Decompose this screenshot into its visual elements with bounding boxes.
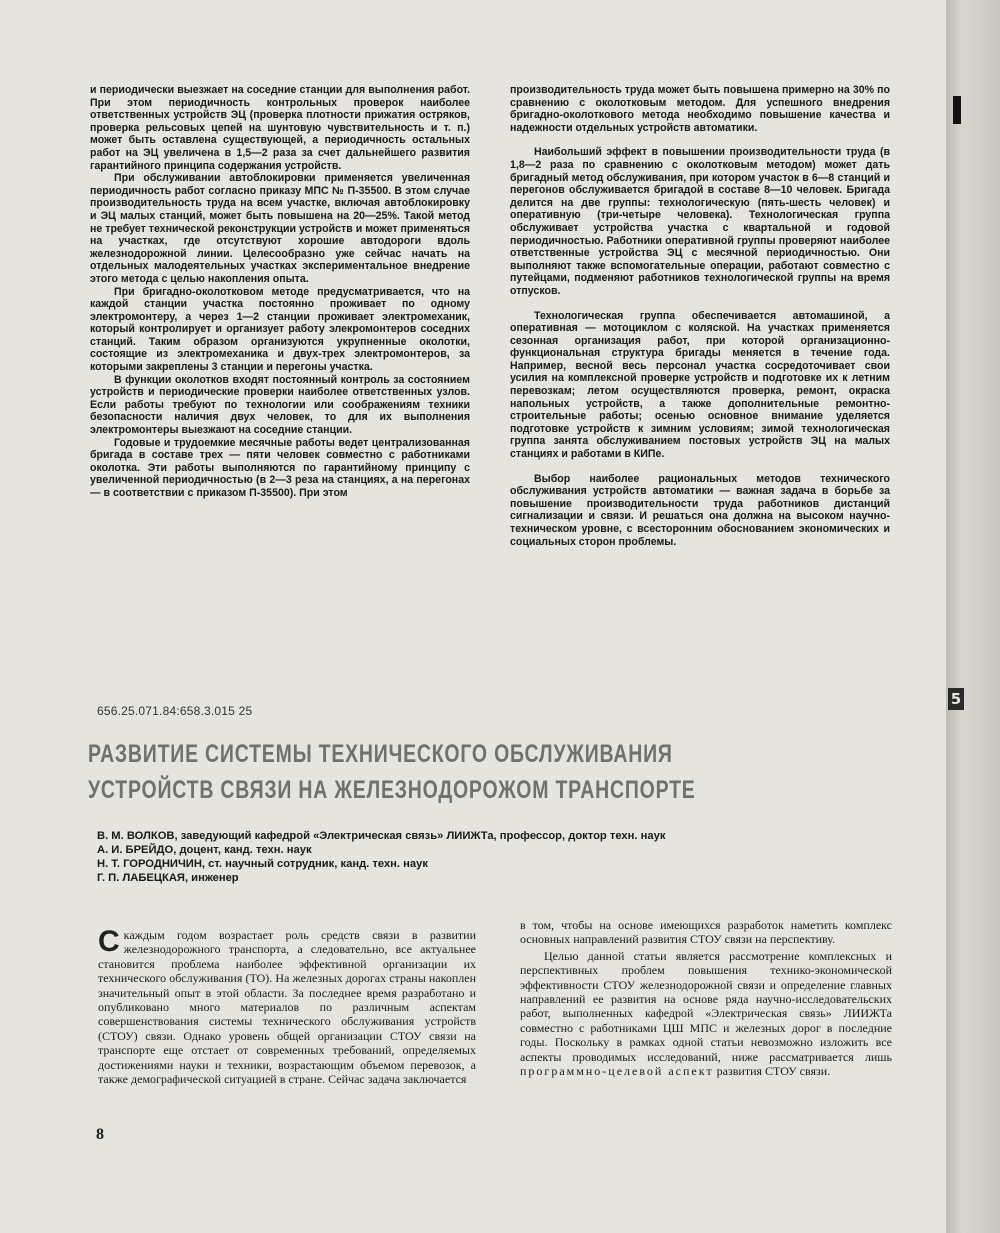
udc-code: 656.25.071.84:658.3.015 25	[97, 704, 253, 718]
section-tab: 5	[948, 688, 964, 710]
paragraph: При бригадно-околотковом методе предусматривается, что на каждой станции участка постоянно проживает по одному электромонтеру, а через 1—2 станции проживает электромеханик, который контролирует и организует работу элекромонтеров соседних станций. Таким образом организуются укрупненные околотки, состоящие из электромеханика и двух-трех электромонтеров, за которыми закреплены 3 станции и перегоны участка.	[90, 285, 470, 374]
emphasized-text: программно-целевой аспект	[520, 1064, 714, 1079]
paragraph: в том, чтобы на основе имеющихся разработок наметить комплекс основных направлений развития СТОУ связи на перспективу.	[520, 918, 892, 947]
article-body-left-column	[98, 925, 476, 1087]
paragraph: производительность труда может быть повышена примерно на 30% по сравнению с околотковым методом. Для успешного внедрения бригадно-околоткового метода необходимо повышение качества и надежности отдельных устройств автоматики.	[510, 84, 890, 134]
paragraph: каждым годом возрастает роль средств связи в развитии железнодорожного транспорта, а следовательно, все актуальнее становится проблема наиболее эффективной организации их технического обслуживания (ТО). На железных дорогах страны накоплен значительный опыт в этой области. За последнее время разработано и опубликовано много материалов по различным аспектам совершенствования системы технического обслуживания устройств (СТОУ) связи. Однако уровень общей организации СТОУ связи на транспорте еще отстает от современных требований, определяемых достижениями науки и техники, возрастающим объемом перевозок, а также демографической ситуацией в стране. Сейчас задача заключается	[98, 928, 476, 1087]
paragraph: При обслуживании автоблокировки применяется увеличенная периодичность работ согласно приказу МПС № П-35500. В этом случае производительность труда на всем участке, включая автоблокировку и ЭЦ малых станций, может быть повышена на 20—25%. Такой метод не требует технической реконструкции устройств и может применяться на участках, где отсутствуют хорошие автодороги вдоль железнодорожной линии. Целесообразно уже сейчас начать на отдельных малодеятельных участках экспериментальное внедрение этого метода с целью накопления опыта.	[90, 172, 470, 285]
drop-cap: С	[98, 925, 120, 958]
paragraph: В функции околотков входят постоянный контроль за состоянием устройств и периодические проверки наиболее ответственных узлов. Если работы требуют по технологии или соображениям техники безопасности наличия двух человек, то для их выполнения электромонтеры выезжают на соседние станции.	[90, 373, 470, 437]
paragraph-text: развития СТОУ связи.	[716, 1064, 831, 1079]
article-title	[88, 736, 696, 808]
paragraph-text: Целью данной статьи является рассмотрение комплексных и перспективных проблем повышения технико-экономической эффективности СТОУ железнодорожной связи и определение главных направлений ее развития на основе ряда научно-исследовательских работ, выполненных кафедрой «Электрическая связь» ЛИИЖТа совместно с работниками ЦШ МПС и железных дорог в последние годы. Поскольку в рамках одной статьи невозможно изложить все аспекты проводимых исследований, ниже рассматривается лишь	[520, 948, 892, 1064]
continued-text-right-column	[510, 84, 890, 548]
author-list	[97, 829, 857, 885]
paragraph: Наибольший эффект в повышении производительности труда (в 1,8—2 раза по сравнению с околотковым методом) может дать бригадный метод обслуживания, при котором участок в 6—8 станций и перегонов обслуживается бригадой в составе 8—10 человек. Бригада делится на две группы: технологическую (пять-шесть человек) и оперативную (три-четыре человека). Технологическая группа обслуживает устройства участка с квартальной и годовой периодичностью. Работники оперативной группы проверяют наиболее ответственные устройства ЭЦ с месячной периодичностью. Они выполняют также вспомогательные операции, работают совместно с путейцами, подменяют работников технологической группы на время отпусков.	[510, 146, 890, 297]
author: А. И. БРЕЙДО, доцент, канд. техн. наук	[97, 844, 312, 856]
title-line: УСТРОЙСТВ СВЯЗИ НА ЖЕЛЕЗНОДОРОЖОМ ТРАНСПОРТЕ	[88, 776, 696, 804]
paragraph: и периодически выезжает на соседние станции для выполнения работ. При этом периодичность контрольных проверок наиболее ответственных устройств ЭЦ (проверка плотности прижатия остряков, проверка рельсовых цепей на шунтовую чувствительность и т. п.) может быть оставлена существующей, а периодичность остальных работ на ЭЦ увеличена в 1,5—2 раза за счет дальнейшего развития гарантийного принципа содержания устройств.	[90, 84, 470, 172]
page-number: 8	[96, 1126, 104, 1143]
paragraph: Выбор наиболее рациональных методов технического обслуживания устройств автоматики — важная задача в борьбе за повышение производительности труда работников дистанций сигнализации и связи. И решаться она должна на высоком научно-техническом уровне, с всесторонним обоснованием экономических и социальных сторон проблемы.	[510, 472, 890, 548]
author: В. М. ВОЛКОВ, заведующий кафедрой «Электрическая связь» ЛИИЖТа, профессор, доктор техн. наук	[97, 830, 666, 842]
continued-text-left-column	[90, 84, 470, 500]
page-edge	[946, 0, 1000, 1233]
title-line: РАЗВИТИЕ СИСТЕМЫ ТЕХНИЧЕСКОГО ОБСЛУЖИВАНИЯ	[88, 740, 673, 768]
article-body-right-column	[520, 918, 892, 1078]
author: Н. Т. ГОРОДНИЧИН, ст. научный сотрудник, канд. техн. наук	[97, 858, 428, 870]
paragraph: Годовые и трудоемкие месячные работы ведет централизованная бригада в составе трех — пяти человек совместно с работниками околотка. Эти работы выполняются по гарантийному принципу с увеличенной периодичностью (в 2—3 реза на станциях, а на перегонах — в соответствии с приказом П-35500). При этом	[90, 436, 470, 499]
author: Г. П. ЛАБЕЦКАЯ, инженер	[97, 872, 239, 884]
edge-marker	[953, 96, 961, 124]
paragraph: Технологическая группа обеспечивается автомашиной, а оперативная — мотоциклом с коляской. На участках применяется сезонная организация работ, при которой организационно-функциональная структура бригады меняется в течение года. Например, весной весь персонал участка сосредоточивает свои усилия на комплексной проверке устройств и подготовке их к летним перевозкам; летом осуществляются проверка, ремонт, окраска напольных устройств, а также дополнительные ремонтно-строительные работы; осенью основное внимание уделяется подготовке устройств к зимним условиям; зимой технологическая группа занята обслуживанием постовых устройств ЭЦ на малых станциях и работами в КИПе.	[510, 309, 890, 461]
paragraph	[520, 949, 892, 1079]
